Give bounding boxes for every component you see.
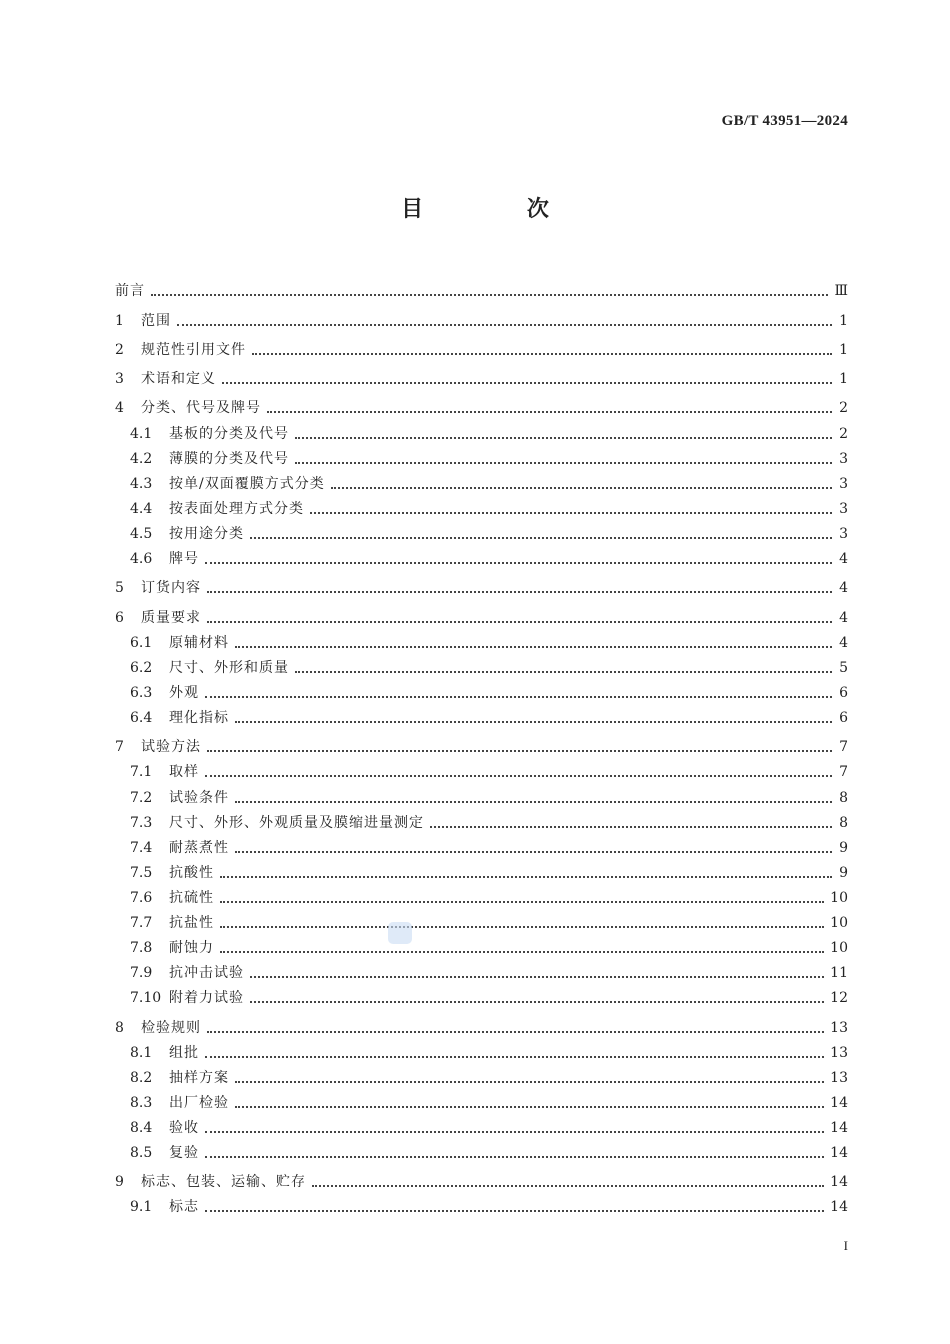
toc-entry-title: 抽样方案 — [169, 1069, 229, 1086]
toc-entry[interactable] — [115, 1007, 848, 1036]
toc-entry[interactable] — [115, 702, 848, 727]
toc-entry-page: 1 — [839, 312, 848, 329]
toc-entry-title: 标志、包装、运输、贮存 — [141, 1174, 306, 1191]
toc-entry-number: 7.10 — [130, 990, 162, 1007]
toc-entry-title: 理化指标 — [169, 710, 229, 727]
toc-entry-title: 出厂检验 — [169, 1094, 229, 1111]
toc-entry[interactable] — [115, 957, 848, 982]
toc-entry-page: 4 — [839, 609, 848, 626]
toc-entry-page: 2 — [839, 425, 848, 442]
toc-entry-page: 3 — [839, 475, 848, 492]
toc-entry-number: 7.5 — [130, 864, 153, 881]
standard-number: GB/T 43951—2024 — [721, 113, 848, 129]
toc-dot-leader — [235, 1081, 824, 1083]
toc-entry[interactable] — [115, 882, 848, 907]
toc-dot-leader — [235, 851, 832, 853]
toc-entry-page: 13 — [830, 1069, 848, 1086]
toc-entry[interactable] — [115, 1087, 848, 1112]
toc-entry-title: 试验方法 — [141, 739, 201, 756]
toc-entry-number: 6.2 — [130, 659, 153, 676]
toc-dot-leader — [331, 487, 832, 489]
toc-entry-page: 14 — [830, 1199, 848, 1216]
toc-entry[interactable] — [115, 443, 848, 468]
toc-entry-number: 6.1 — [130, 634, 153, 651]
toc-entry[interactable] — [115, 271, 848, 300]
toc-entry-number: 4 — [115, 400, 124, 417]
toc-entry-number: 3 — [115, 371, 124, 388]
toc-entry-page: 3 — [839, 500, 848, 517]
toc-dot-leader — [207, 750, 832, 752]
toc-entry-title: 复验 — [169, 1145, 199, 1162]
toc-entry-page: 4 — [839, 551, 848, 568]
toc-entry-number: 4.3 — [130, 475, 153, 492]
toc-entry-title: 试验条件 — [169, 789, 229, 806]
toc-entry-title: 组批 — [169, 1044, 199, 1061]
toc-entry-number: 7.2 — [130, 789, 153, 806]
toc-dot-leader — [235, 721, 832, 723]
toc-entry-title: 标志 — [169, 1199, 199, 1216]
toc-entry-number: 8.1 — [130, 1044, 153, 1061]
toc-entry-number: 6.4 — [130, 710, 153, 727]
toc-entry-title: 验收 — [169, 1119, 199, 1136]
toc-entry-title: 规范性引用文件 — [141, 341, 246, 358]
toc-entry-number: 1 — [115, 312, 124, 329]
toc-entry-number: 4.6 — [130, 551, 153, 568]
toc-entry-page: 14 — [830, 1119, 848, 1136]
toc-dot-leader — [295, 462, 832, 464]
toc-entry[interactable] — [115, 756, 848, 781]
toc-entry-page: 1 — [839, 371, 848, 388]
toc-entry-page: 3 — [839, 450, 848, 467]
toc-entry[interactable] — [115, 359, 848, 388]
toc-entry-number: 4.4 — [130, 500, 153, 517]
toc-entry-title: 薄膜的分类及代号 — [169, 450, 289, 467]
toc-entry-page: 3 — [839, 525, 848, 542]
toc-entry-title: 尺寸、外形和质量 — [169, 659, 289, 676]
toc-entry-number: 8.2 — [130, 1069, 153, 1086]
toc-dot-leader — [235, 646, 832, 648]
toc-dot-leader — [220, 876, 832, 878]
toc-dot-leader — [295, 671, 832, 673]
toc-entry-number: 4.5 — [130, 525, 153, 542]
toc-entry-title: 取样 — [169, 764, 199, 781]
toc-dot-leader — [205, 1131, 824, 1133]
toc-entry-page: 14 — [830, 1145, 848, 1162]
toc-entry-number: 4.1 — [130, 425, 153, 442]
toc-entry-page: 14 — [830, 1094, 848, 1111]
toc-entry-title: 按用途分类 — [169, 525, 244, 542]
toc-entry-title: 基板的分类及代号 — [169, 425, 289, 442]
toc-entry-page: 2 — [839, 400, 848, 417]
toc-entry[interactable] — [115, 300, 848, 329]
toc-entry-number: 7.8 — [130, 940, 153, 957]
toc-dot-leader — [205, 1210, 824, 1212]
toc-entry[interactable] — [115, 1112, 848, 1137]
toc-dot-leader — [235, 801, 832, 803]
toc-entry-number: 7.4 — [130, 839, 153, 856]
toc-entry-page: 7 — [839, 739, 848, 756]
toc-dot-leader — [151, 294, 828, 296]
toc-entry[interactable] — [115, 543, 848, 568]
toc-dot-leader — [430, 826, 832, 828]
toc-entry-page: 10 — [830, 914, 848, 931]
toc-entry-number: 8.3 — [130, 1094, 153, 1111]
toc-entry-page: 8 — [839, 814, 848, 831]
toc-entry-number: 9.1 — [130, 1199, 153, 1216]
toc-entry[interactable] — [115, 1191, 848, 1216]
toc-dot-leader — [207, 621, 832, 623]
toc-entry[interactable] — [115, 468, 848, 493]
toc-entry-title: 抗冲击试验 — [169, 965, 244, 982]
toc-entry-page: 10 — [830, 940, 848, 957]
toc-entry-page: 9 — [839, 839, 848, 856]
toc-entry-title: 质量要求 — [141, 609, 201, 626]
toc-entry[interactable] — [115, 1137, 848, 1162]
toc-entry[interactable] — [115, 388, 848, 417]
toc-entry[interactable] — [115, 1162, 848, 1191]
toc-entry-title: 前言 — [115, 283, 145, 300]
toc-entry[interactable] — [115, 627, 848, 652]
toc-entry-title: 牌号 — [169, 551, 199, 568]
toc-dot-leader — [205, 562, 832, 564]
table-of-contents — [115, 271, 848, 1216]
toc-entry-title: 范围 — [141, 312, 171, 329]
toc-entry-number: 6 — [115, 609, 124, 626]
toc-entry[interactable] — [115, 1037, 848, 1062]
toc-entry-number: 7.6 — [130, 889, 153, 906]
toc-entry-number: 4.2 — [130, 450, 153, 467]
toc-entry-page: 14 — [830, 1174, 848, 1191]
toc-entry[interactable] — [115, 330, 848, 359]
toc-entry-title: 抗酸性 — [169, 864, 214, 881]
toc-entry-title: 抗硫性 — [169, 889, 214, 906]
toc-entry-number: 7.7 — [130, 914, 153, 931]
toc-entry-page: 1 — [839, 341, 848, 358]
toc-dot-leader — [220, 901, 824, 903]
toc-entry-page: 5 — [839, 659, 848, 676]
toc-entry-title: 分类、代号及牌号 — [141, 400, 261, 417]
toc-entry-page: 9 — [839, 864, 848, 881]
toc-entry[interactable] — [115, 493, 848, 518]
toc-entry-title: 按单/双面覆膜方式分类 — [169, 475, 325, 492]
toc-dot-leader — [312, 1185, 824, 1187]
toc-entry[interactable] — [115, 652, 848, 677]
toc-dot-leader — [250, 537, 832, 539]
toc-entry-number: 5 — [115, 580, 124, 597]
toc-dot-leader — [205, 775, 832, 777]
toc-entry[interactable] — [115, 677, 848, 702]
toc-entry[interactable] — [115, 568, 848, 597]
toc-entry[interactable] — [115, 907, 848, 932]
toc-dot-leader — [205, 696, 832, 698]
page-number: I — [843, 1238, 848, 1253]
toc-entry-page: 4 — [839, 580, 848, 597]
toc-entry-number: 6.3 — [130, 684, 153, 701]
toc-entry-number: 7.9 — [130, 965, 153, 982]
toc-dot-leader — [250, 1001, 824, 1003]
toc-entry[interactable] — [115, 727, 848, 756]
toc-entry-title: 按表面处理方式分类 — [169, 500, 304, 517]
toc-dot-leader — [267, 411, 832, 413]
toc-entry[interactable] — [115, 518, 848, 543]
toc-entry-number: 7 — [115, 739, 124, 756]
toc-entry-number: 8.5 — [130, 1145, 153, 1162]
toc-entry[interactable] — [115, 932, 848, 957]
toc-entry-page: 6 — [839, 684, 848, 701]
toc-dot-leader — [220, 926, 824, 928]
toc-entry-title: 术语和定义 — [141, 371, 216, 388]
toc-dot-leader — [205, 1156, 824, 1158]
toc-entry-number: 7.1 — [130, 764, 153, 781]
toc-entry-page: 13 — [830, 1019, 848, 1036]
toc-entry-page: 12 — [830, 990, 848, 1007]
toc-entry-title: 检验规则 — [141, 1019, 201, 1036]
toc-entry-title: 外观 — [169, 684, 199, 701]
toc-entry-number: 7.3 — [130, 814, 153, 831]
toc-dot-leader — [310, 512, 832, 514]
toc-dot-leader — [220, 951, 824, 953]
toc-dot-leader — [295, 437, 832, 439]
toc-dot-leader — [252, 353, 832, 355]
toc-entry-number: 2 — [115, 341, 124, 358]
page-title: 目 次 — [401, 197, 597, 222]
toc-entry-title: 订货内容 — [141, 580, 201, 597]
toc-entry-title: 抗盐性 — [169, 914, 214, 931]
toc-entry-page: 8 — [839, 789, 848, 806]
watermark-logo — [388, 922, 412, 944]
toc-dot-leader — [177, 324, 832, 326]
toc-dot-leader — [207, 1031, 824, 1033]
toc-entry[interactable] — [115, 597, 848, 626]
toc-entry[interactable] — [115, 832, 848, 857]
toc-entry[interactable] — [115, 982, 848, 1007]
toc-entry[interactable] — [115, 781, 848, 806]
toc-entry-page: 11 — [830, 965, 848, 982]
toc-entry[interactable] — [115, 1062, 848, 1087]
toc-entry[interactable] — [115, 857, 848, 882]
toc-dot-leader — [235, 1106, 824, 1108]
toc-entry[interactable] — [115, 807, 848, 832]
toc-entry-title: 原辅材料 — [169, 634, 229, 651]
toc-entry-page: 6 — [839, 710, 848, 727]
toc-entry-number: 8 — [115, 1019, 124, 1036]
toc-entry-page: 7 — [839, 764, 848, 781]
toc-entry-number: 8.4 — [130, 1119, 153, 1136]
toc-dot-leader — [250, 976, 824, 978]
toc-entry-page: 10 — [830, 889, 848, 906]
toc-entry[interactable] — [115, 417, 848, 442]
toc-entry-title: 尺寸、外形、外观质量及膜缩进量测定 — [169, 814, 424, 831]
toc-entry-page: 4 — [839, 634, 848, 651]
toc-dot-leader — [207, 591, 832, 593]
toc-entry-title: 附着力试验 — [169, 990, 244, 1007]
toc-entry-title: 耐蒸煮性 — [169, 839, 229, 856]
toc-dot-leader — [205, 1056, 824, 1058]
toc-entry-number: 9 — [115, 1174, 124, 1191]
toc-entry-page: 13 — [830, 1044, 848, 1061]
toc-entry-title: 耐蚀力 — [169, 940, 214, 957]
toc-entry-page: Ⅲ — [834, 283, 848, 300]
toc-dot-leader — [222, 382, 832, 384]
